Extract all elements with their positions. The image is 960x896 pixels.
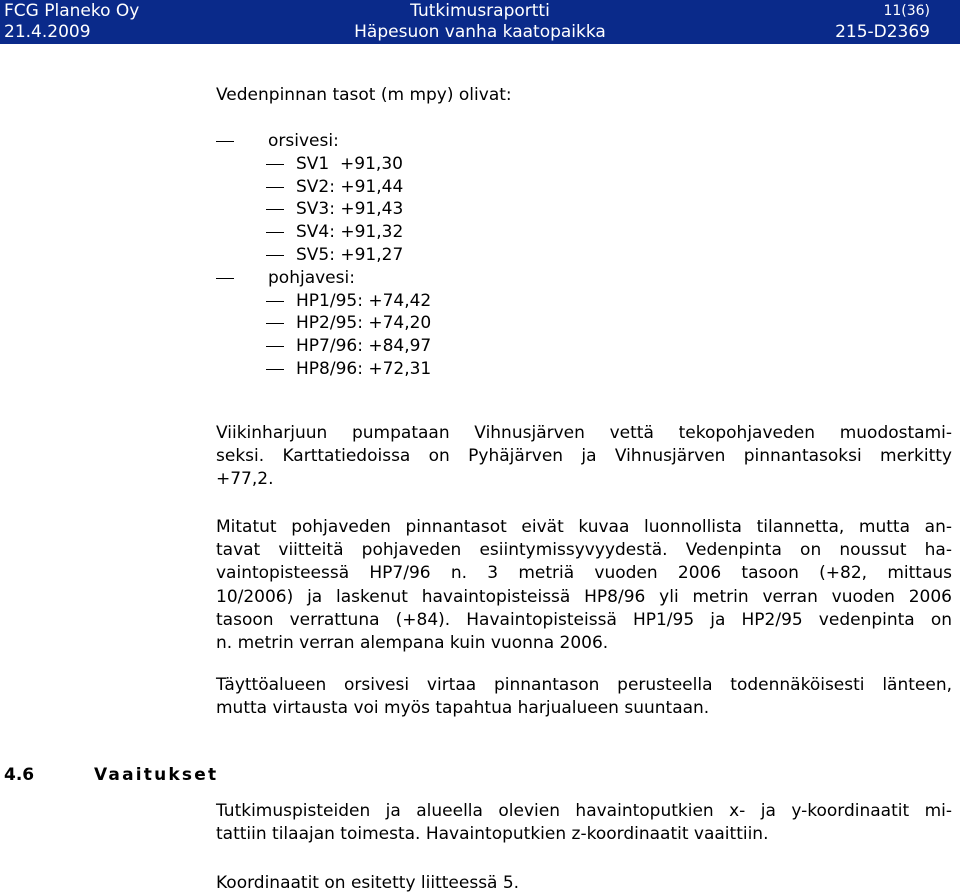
- header-company: FCG Planeko Oy: [4, 1, 140, 21]
- group-heading: orsivesi:: [216, 130, 952, 153]
- paragraph-flow: Täyttöalueen orsivesi virtaa pinnantason perusteella todennäköisesti länteen, mutta virtausta voi myös tapahtua harjualueen suuntaan.: [216, 675, 952, 719]
- section-heading: [4, 764, 218, 786]
- header-project: Häpesuon vanha kaatopaikka: [354, 22, 606, 42]
- list-item: SV5: +91,27: [216, 244, 952, 267]
- water-level-intro: Vedenpinnan tasot (m mpy) olivat:: [216, 85, 512, 105]
- section-title: Vaaitukset: [94, 765, 219, 785]
- group-heading: pohjavesi:: [216, 267, 952, 290]
- list-item: HP8/96: +72,31: [216, 358, 952, 381]
- paragraph-pumping: Viikinharjuun pumpataan Vihnusjärven vettä tekopohjaveden muodostami- seksi. Karttatiedoissa on Pyhäjärven ja Vihnusjärven pinnantasoksi merkitty +77,2.: [216, 423, 952, 490]
- header-doc-type: Tutkimusraportti: [410, 1, 550, 21]
- water-level-list: [216, 130, 952, 381]
- list-item: HP7/96: +84,97: [216, 335, 952, 358]
- dash-bullet: [266, 232, 284, 233]
- paragraph-measurements: Mitatut pohjaveden pinnantasot eivät kuvaa luonnollista tilannetta, mutta an- tavat viitteitä pohjaveden esiintymissyvyydestä. Vedenpinta on noussut ha- vaintopisteessä HP7/96 n. 3 metriä vuoden 2006 tasoon (+82, mittaus 10/2006) ja laskenut havaintopisteissä HP8/96 yli metrin verran vuoden 2006 tasoon verrattuna (+84). Havaintopisteissä HP1/95 ja HP2/95 vedenpinta on n. metrin verran alempana kuin vuonna 2006.: [216, 517, 952, 653]
- list-item: HP2/95: +74,20: [216, 312, 952, 335]
- dash-bullet: [266, 209, 284, 210]
- dash-bullet: [266, 301, 284, 302]
- section-number: 4.6: [4, 765, 35, 785]
- dash-bullet: [216, 278, 234, 279]
- header-page-number: 11(36): [883, 3, 930, 19]
- header-date: 21.4.2009: [4, 22, 91, 42]
- header-doc-number: 215-D2369: [835, 22, 930, 42]
- dash-bullet: [266, 255, 284, 256]
- header-row-2: [0, 21, 960, 43]
- dash-bullet: [266, 187, 284, 188]
- list-item: SV4: +91,32: [216, 221, 952, 244]
- dash-bullet: [216, 141, 234, 142]
- dash-bullet: [266, 369, 284, 370]
- dash-bullet: [266, 164, 284, 165]
- paragraph-coordinates: Tutkimuspisteiden ja alueella olevien havaintoputkien x- ja y-koordinaatit mi- tattiin tilaajan toimesta. Havaintoputkien z-koordinaatit vaaittiin.: [216, 801, 952, 845]
- dash-bullet: [266, 346, 284, 347]
- list-item: SV2: +91,44: [216, 176, 952, 199]
- header-row-1: [0, 0, 960, 22]
- list-item: SV3: +91,43: [216, 198, 952, 221]
- paragraph-appendix: Koordinaatit on esitetty liitteessä 5.: [216, 873, 520, 893]
- list-item: SV1 +91,30: [216, 153, 952, 176]
- list-item: HP1/95: +74,42: [216, 290, 952, 313]
- page-header: [0, 0, 960, 44]
- dash-bullet: [266, 323, 284, 324]
